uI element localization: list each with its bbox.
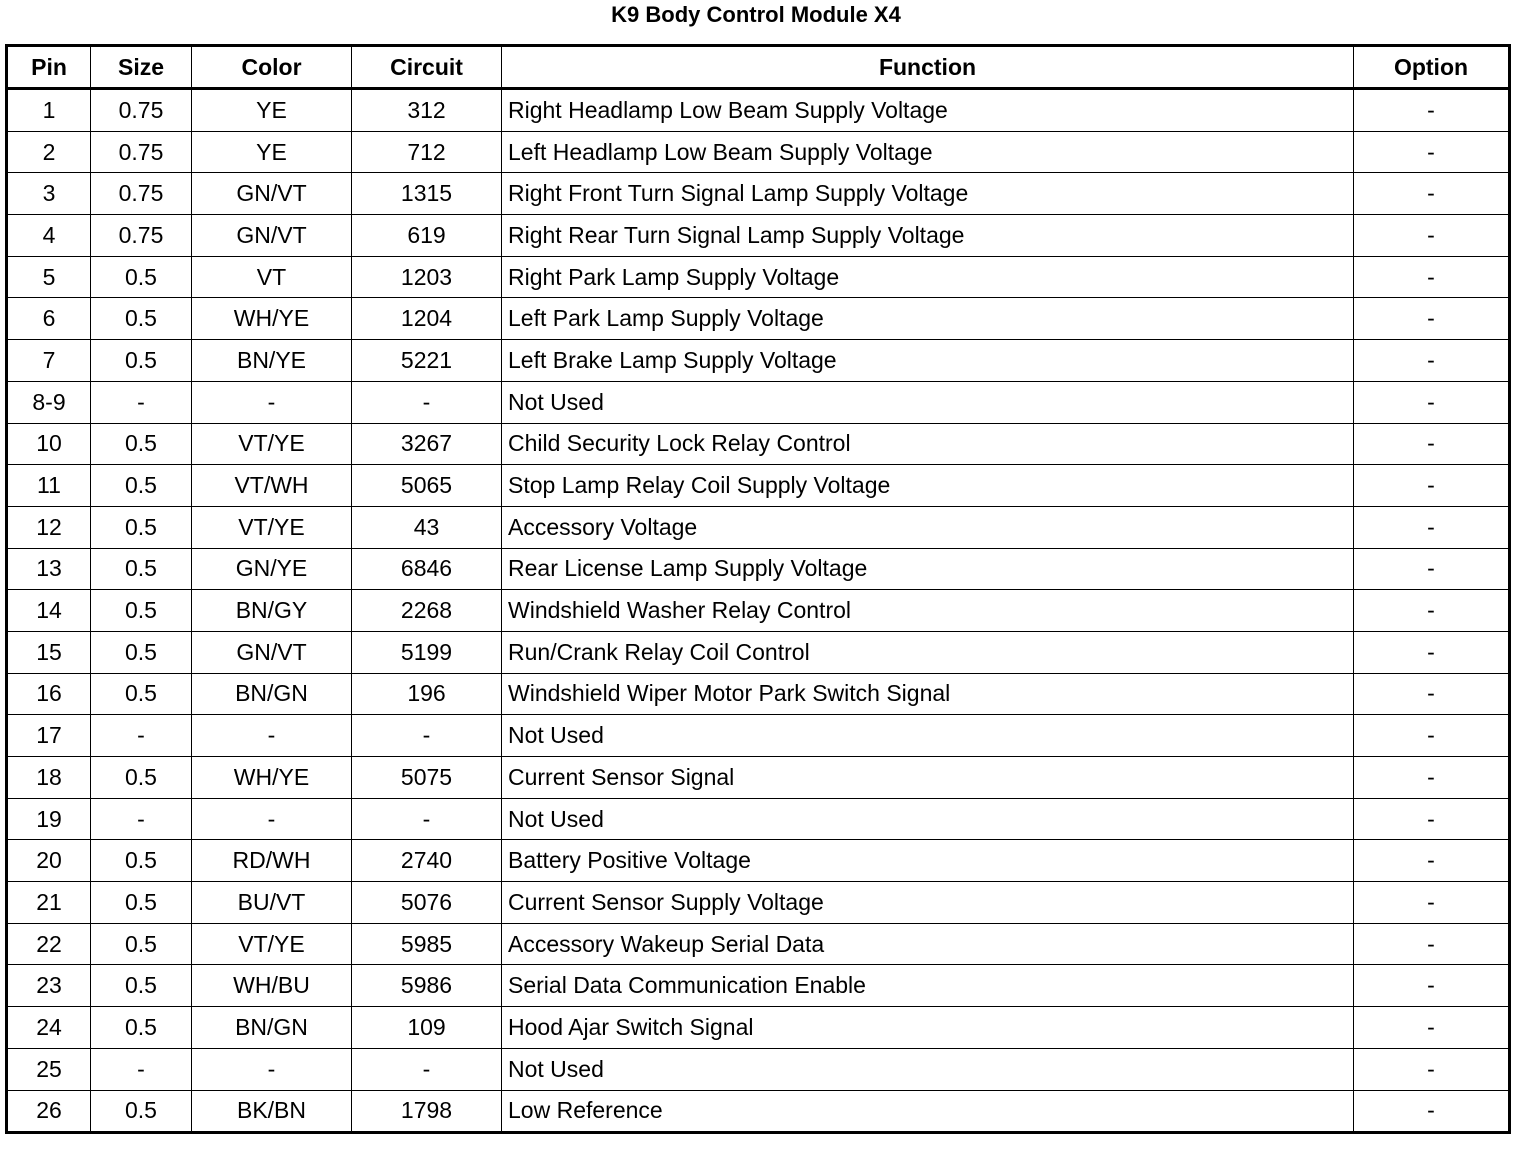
cell-size: 0.75 xyxy=(91,89,192,132)
table-row xyxy=(7,715,1510,757)
table-row xyxy=(7,256,1510,298)
header-size: Size xyxy=(91,46,192,89)
header-pin: Pin xyxy=(7,46,91,89)
cell-pin: 13 xyxy=(7,548,91,590)
cell-color: VT/YE xyxy=(192,506,352,548)
cell-pin: 26 xyxy=(7,1090,91,1133)
cell-size: 0.75 xyxy=(91,215,192,257)
cell-pin: 11 xyxy=(7,465,91,507)
cell-function: Not Used xyxy=(502,381,1354,423)
table-row xyxy=(7,465,1510,507)
cell-function: Windshield Wiper Motor Park Switch Signal xyxy=(502,673,1354,715)
cell-color: YE xyxy=(192,89,352,132)
cell-option: - xyxy=(1354,1090,1510,1133)
cell-size: 0.5 xyxy=(91,673,192,715)
header-option: Option xyxy=(1354,46,1510,89)
cell-color: GN/VT xyxy=(192,631,352,673)
cell-option: - xyxy=(1354,506,1510,548)
cell-size: 0.5 xyxy=(91,590,192,632)
cell-pin: 23 xyxy=(7,965,91,1007)
cell-size: 0.5 xyxy=(91,256,192,298)
cell-option: - xyxy=(1354,965,1510,1007)
header-row xyxy=(7,46,1510,89)
table-row xyxy=(7,882,1510,924)
table-row xyxy=(7,1048,1510,1090)
cell-circuit: 712 xyxy=(352,131,502,173)
cell-color: BK/BN xyxy=(192,1090,352,1133)
cell-circuit: 619 xyxy=(352,215,502,257)
cell-option: - xyxy=(1354,923,1510,965)
table-row xyxy=(7,757,1510,799)
cell-option: - xyxy=(1354,173,1510,215)
cell-size: 0.5 xyxy=(91,631,192,673)
table-row xyxy=(7,381,1510,423)
cell-option: - xyxy=(1354,590,1510,632)
cell-circuit: 1203 xyxy=(352,256,502,298)
cell-option: - xyxy=(1354,256,1510,298)
cell-circuit: 1798 xyxy=(352,1090,502,1133)
cell-pin: 7 xyxy=(7,340,91,382)
cell-function: Hood Ajar Switch Signal xyxy=(502,1007,1354,1049)
cell-color: VT/YE xyxy=(192,923,352,965)
cell-color: - xyxy=(192,798,352,840)
cell-color: BU/VT xyxy=(192,882,352,924)
cell-size: 0.5 xyxy=(91,840,192,882)
cell-function: Serial Data Communication Enable xyxy=(502,965,1354,1007)
cell-option: - xyxy=(1354,1007,1510,1049)
cell-circuit: 5075 xyxy=(352,757,502,799)
cell-pin: 18 xyxy=(7,757,91,799)
cell-pin: 8-9 xyxy=(7,381,91,423)
cell-option: - xyxy=(1354,423,1510,465)
cell-color: BN/GN xyxy=(192,1007,352,1049)
table-row xyxy=(7,840,1510,882)
cell-option: - xyxy=(1354,882,1510,924)
cell-function: Right Rear Turn Signal Lamp Supply Voltage xyxy=(502,215,1354,257)
table-row xyxy=(7,298,1510,340)
table-row xyxy=(7,215,1510,257)
cell-color: VT/YE xyxy=(192,423,352,465)
table-row xyxy=(7,923,1510,965)
cell-color: GN/VT xyxy=(192,215,352,257)
table-row xyxy=(7,798,1510,840)
table-row xyxy=(7,1090,1510,1133)
cell-option: - xyxy=(1354,840,1510,882)
cell-function: Left Brake Lamp Supply Voltage xyxy=(502,340,1354,382)
cell-pin: 12 xyxy=(7,506,91,548)
cell-pin: 1 xyxy=(7,89,91,132)
cell-size: 0.5 xyxy=(91,506,192,548)
cell-circuit: 2740 xyxy=(352,840,502,882)
cell-color: RD/WH xyxy=(192,840,352,882)
cell-pin: 22 xyxy=(7,923,91,965)
cell-pin: 17 xyxy=(7,715,91,757)
cell-size: 0.5 xyxy=(91,1090,192,1133)
cell-circuit: 5199 xyxy=(352,631,502,673)
cell-circuit: 1204 xyxy=(352,298,502,340)
header-circuit: Circuit xyxy=(352,46,502,89)
cell-option: - xyxy=(1354,798,1510,840)
cell-circuit: 2268 xyxy=(352,590,502,632)
cell-size: 0.5 xyxy=(91,465,192,507)
cell-option: - xyxy=(1354,465,1510,507)
cell-color: WH/YE xyxy=(192,757,352,799)
cell-size: 0.5 xyxy=(91,423,192,465)
cell-circuit: 5221 xyxy=(352,340,502,382)
cell-circuit: 5986 xyxy=(352,965,502,1007)
cell-color: YE xyxy=(192,131,352,173)
cell-option: - xyxy=(1354,340,1510,382)
cell-circuit: 5065 xyxy=(352,465,502,507)
cell-color: GN/YE xyxy=(192,548,352,590)
cell-pin: 5 xyxy=(7,256,91,298)
cell-function: Right Front Turn Signal Lamp Supply Voltage xyxy=(502,173,1354,215)
cell-circuit: 3267 xyxy=(352,423,502,465)
cell-option: - xyxy=(1354,215,1510,257)
cell-pin: 10 xyxy=(7,423,91,465)
cell-color: - xyxy=(192,381,352,423)
cell-pin: 25 xyxy=(7,1048,91,1090)
cell-function: Stop Lamp Relay Coil Supply Voltage xyxy=(502,465,1354,507)
cell-pin: 16 xyxy=(7,673,91,715)
cell-function: Current Sensor Signal xyxy=(502,757,1354,799)
cell-circuit: 6846 xyxy=(352,548,502,590)
cell-pin: 24 xyxy=(7,1007,91,1049)
cell-color: WH/YE xyxy=(192,298,352,340)
table-row xyxy=(7,131,1510,173)
cell-pin: 15 xyxy=(7,631,91,673)
cell-color: - xyxy=(192,1048,352,1090)
cell-function: Left Park Lamp Supply Voltage xyxy=(502,298,1354,340)
cell-option: - xyxy=(1354,131,1510,173)
cell-option: - xyxy=(1354,1048,1510,1090)
cell-size: 0.75 xyxy=(91,131,192,173)
cell-function: Not Used xyxy=(502,715,1354,757)
table-row xyxy=(7,340,1510,382)
cell-option: - xyxy=(1354,381,1510,423)
cell-function: Rear License Lamp Supply Voltage xyxy=(502,548,1354,590)
cell-option: - xyxy=(1354,715,1510,757)
cell-circuit: - xyxy=(352,1048,502,1090)
table-row xyxy=(7,631,1510,673)
cell-circuit: 109 xyxy=(352,1007,502,1049)
cell-option: - xyxy=(1354,757,1510,799)
cell-function: Windshield Washer Relay Control xyxy=(502,590,1354,632)
cell-circuit: 196 xyxy=(352,673,502,715)
pinout-table xyxy=(5,44,1511,1134)
cell-size: 0.5 xyxy=(91,340,192,382)
cell-function: Not Used xyxy=(502,1048,1354,1090)
table-body xyxy=(7,89,1510,1133)
cell-pin: 14 xyxy=(7,590,91,632)
cell-color: BN/GY xyxy=(192,590,352,632)
cell-pin: 4 xyxy=(7,215,91,257)
cell-option: - xyxy=(1354,298,1510,340)
cell-function: Accessory Voltage xyxy=(502,506,1354,548)
table-row xyxy=(7,173,1510,215)
cell-pin: 3 xyxy=(7,173,91,215)
cell-function: Current Sensor Supply Voltage xyxy=(502,882,1354,924)
cell-circuit: 312 xyxy=(352,89,502,132)
cell-function: Low Reference xyxy=(502,1090,1354,1133)
cell-size: 0.5 xyxy=(91,923,192,965)
table-row xyxy=(7,965,1510,1007)
cell-pin: 2 xyxy=(7,131,91,173)
cell-option: - xyxy=(1354,673,1510,715)
cell-option: - xyxy=(1354,631,1510,673)
cell-size: 0.5 xyxy=(91,298,192,340)
table-row xyxy=(7,1007,1510,1049)
cell-function: Right Park Lamp Supply Voltage xyxy=(502,256,1354,298)
table-row xyxy=(7,89,1510,132)
cell-pin: 21 xyxy=(7,882,91,924)
cell-size: 0.5 xyxy=(91,965,192,1007)
cell-circuit: 5985 xyxy=(352,923,502,965)
table-row xyxy=(7,548,1510,590)
cell-function: Accessory Wakeup Serial Data xyxy=(502,923,1354,965)
cell-size: 0.75 xyxy=(91,173,192,215)
header-color: Color xyxy=(192,46,352,89)
cell-size: - xyxy=(91,1048,192,1090)
cell-pin: 6 xyxy=(7,298,91,340)
header-function: Function xyxy=(502,46,1354,89)
cell-circuit: - xyxy=(352,381,502,423)
cell-function: Not Used xyxy=(502,798,1354,840)
table-row xyxy=(7,423,1510,465)
cell-circuit: 5076 xyxy=(352,882,502,924)
cell-color: VT/WH xyxy=(192,465,352,507)
table-row xyxy=(7,590,1510,632)
cell-size: 0.5 xyxy=(91,882,192,924)
cell-color: GN/VT xyxy=(192,173,352,215)
table-row xyxy=(7,506,1510,548)
cell-function: Battery Positive Voltage xyxy=(502,840,1354,882)
cell-size: 0.5 xyxy=(91,548,192,590)
table-header xyxy=(7,46,1510,89)
cell-circuit: 1315 xyxy=(352,173,502,215)
cell-pin: 19 xyxy=(7,798,91,840)
cell-pin: 20 xyxy=(7,840,91,882)
cell-function: Left Headlamp Low Beam Supply Voltage xyxy=(502,131,1354,173)
cell-circuit: 43 xyxy=(352,506,502,548)
cell-size: - xyxy=(91,715,192,757)
cell-option: - xyxy=(1354,89,1510,132)
cell-function: Right Headlamp Low Beam Supply Voltage xyxy=(502,89,1354,132)
page-title: K9 Body Control Module X4 xyxy=(611,2,901,27)
cell-function: Child Security Lock Relay Control xyxy=(502,423,1354,465)
cell-color: BN/GN xyxy=(192,673,352,715)
cell-color: BN/YE xyxy=(192,340,352,382)
cell-color: VT xyxy=(192,256,352,298)
cell-option: - xyxy=(1354,548,1510,590)
cell-size: - xyxy=(91,381,192,423)
cell-circuit: - xyxy=(352,798,502,840)
cell-size: 0.5 xyxy=(91,757,192,799)
cell-size: - xyxy=(91,798,192,840)
cell-color: WH/BU xyxy=(192,965,352,1007)
cell-circuit: - xyxy=(352,715,502,757)
cell-function: Run/Crank Relay Coil Control xyxy=(502,631,1354,673)
cell-color: - xyxy=(192,715,352,757)
table-row xyxy=(7,673,1510,715)
cell-size: 0.5 xyxy=(91,1007,192,1049)
